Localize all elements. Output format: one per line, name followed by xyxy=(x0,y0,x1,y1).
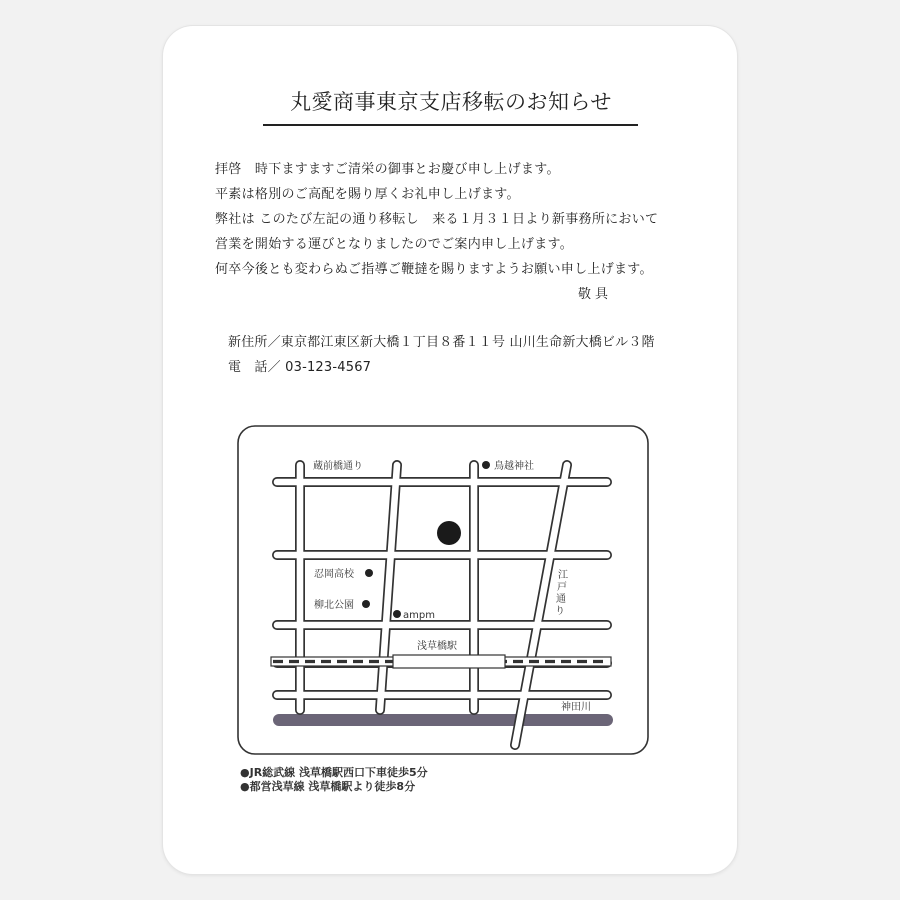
torikoshi-shrine-dot xyxy=(482,461,490,469)
notice-title: 丸愛商事東京支店移転のお知らせ xyxy=(290,90,612,114)
label-kuramae: 蔵前橋通り xyxy=(313,461,363,472)
access-map xyxy=(237,425,649,755)
body-line: 平素は格別のご高配を賜り厚くお礼申し上げます。 xyxy=(215,187,520,202)
access-toei: ●都営浅草線 浅草橋駅より徒歩8分 xyxy=(240,780,416,793)
label-edo-dori-3: 通 xyxy=(556,594,566,605)
yanagikita-dot xyxy=(362,600,370,608)
body-line: 弊社は このたび左記の通り移転し 来る１月３１日より新事務所において xyxy=(215,212,659,227)
ampm-dot xyxy=(393,610,401,618)
title-underline xyxy=(263,124,638,126)
label-yanagikita: 柳北公園 xyxy=(314,600,354,611)
greeting-body xyxy=(215,157,685,307)
label-kandagawa: 神田川 xyxy=(561,702,591,713)
body-line: 拝啓 時下ますますご清栄の御事とお慶び申し上げます。 xyxy=(215,162,560,177)
label-edo-dori-4: り xyxy=(555,606,565,617)
label-torikoshi: 鳥越神社 xyxy=(494,461,534,472)
label-shinobugaoka: 忍岡高校 xyxy=(314,569,354,580)
shinobugaoka-dot xyxy=(365,569,373,577)
phone-number: 電 話／ 03-123-4567 xyxy=(228,360,372,375)
map-svg xyxy=(237,425,649,755)
label-asakusabashi: 浅草橋駅 xyxy=(417,641,457,652)
label-ampm: ampm xyxy=(403,610,435,621)
closing-keigu: 敬具 xyxy=(578,287,613,302)
body-line: 何卒今後とも変わらぬご指導ご鞭撻を賜りますようお願い申し上げます。 xyxy=(215,262,653,277)
access-jr: ●JR総武線 浅草橋駅西口下車徒歩5分 xyxy=(240,766,428,779)
new-office-marker xyxy=(437,521,461,545)
body-line: 営業を開始する運びとなりましたのでご案内申し上げます。 xyxy=(215,237,574,252)
contact-info xyxy=(228,330,698,380)
asakusabashi-station-platform xyxy=(393,655,505,668)
label-edo-dori-1: 江 xyxy=(558,570,568,581)
new-address: 新住所／東京都江東区新大橋１丁目８番１１号 山川生命新大橋ビル３階 xyxy=(228,335,655,350)
access-directions xyxy=(240,766,540,794)
label-edo-dori-2: 戸 xyxy=(557,582,567,593)
